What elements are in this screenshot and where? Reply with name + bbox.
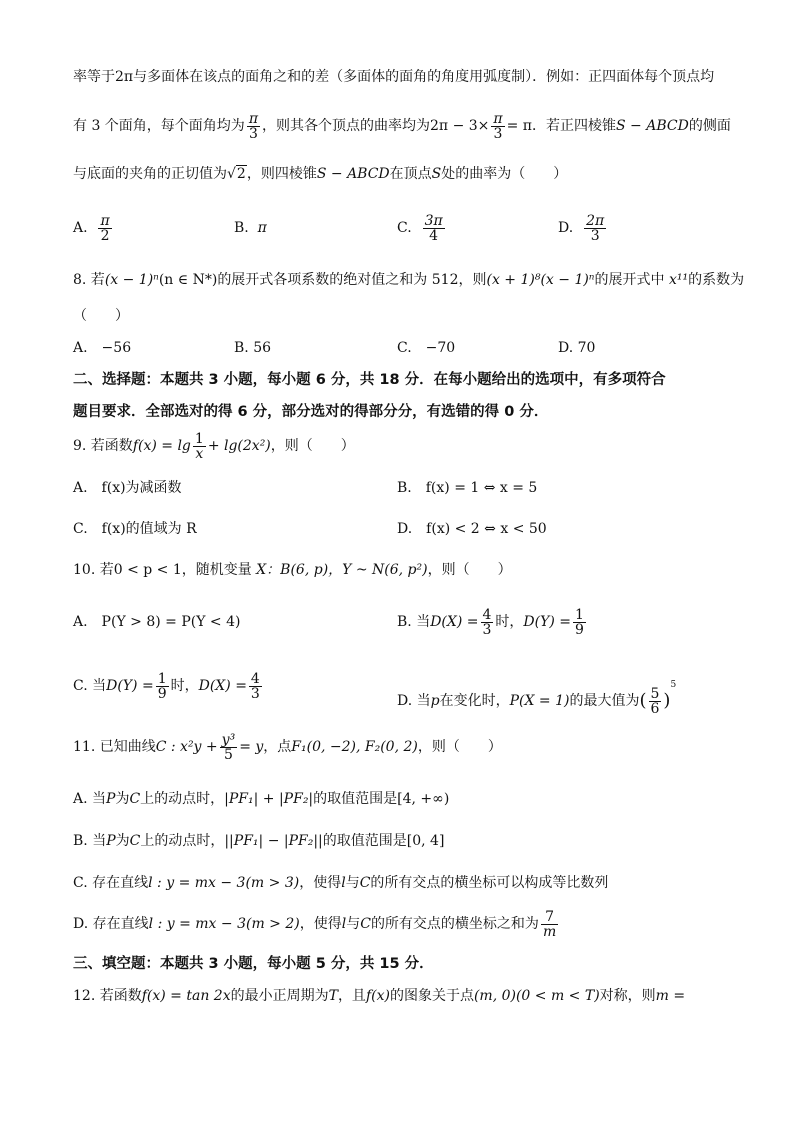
q10-option-b[interactable]: B. 当D(X) = $\frac{4}{3}$ 时，D(Y) = $\frac{1}{9}$ xyxy=(397,606,584,638)
q7-option-b[interactable]: B. π xyxy=(234,220,267,236)
q7-text-2a: 有 3 个面角，每个面角均为 xyxy=(73,118,245,134)
q10-option-a[interactable]: A. P(Y > 8) = P(Y < 4) xyxy=(73,614,241,630)
q12-stem: 12. 若函数f(x) = tan 2x的最小正周期为T，且f(x)的图象关于点(m, 0)(0 < m < T)对称，则m = xyxy=(73,988,686,1004)
q8-option-c[interactable]: C. −70 xyxy=(397,340,456,356)
sqrt-2: √2 xyxy=(227,166,246,182)
q7-line-3: 与底面的夹角的正切值为√2，则四棱锥S − ABCD在顶点S处的曲率为（ ） xyxy=(73,166,568,182)
q7-option-d[interactable]: D. $\frac{2\pi}{3}$ xyxy=(558,212,605,244)
q11-option-c[interactable]: C. 存在直线l : y = mx − 3(m > 3)，使得l与C的所有交点的横坐标可以构成等比数列 xyxy=(73,875,609,891)
q8-option-a[interactable]: A. −56 xyxy=(73,340,132,356)
q10-option-d[interactable]: D. 当p在变化时，P(X = 1)的最大值为( $\frac{5}{6}$ )$^5$ xyxy=(397,680,677,717)
q8-stem: 8. 若(x − 1)ⁿ(n ∈ N*)的展开式各项系数的绝对值之和为 512，则(x + 1)⁸(x − 1)ⁿ的展开式中 x¹¹的系数为 xyxy=(73,272,745,288)
fraction-pi-3b: $\frac{\pi}{3}$ xyxy=(493,110,503,142)
q9-option-d[interactable]: D. f(x) < 2 ⇔ x < 50 xyxy=(397,521,547,537)
q11-option-a[interactable]: A. 当P为C上的动点时，|PF₁| + |PF₂|的取值范围是[4, +∞) xyxy=(73,791,450,807)
q8-option-d[interactable]: D. 70 xyxy=(558,340,596,356)
q8-paren: （ ） xyxy=(73,308,129,324)
q9-option-b[interactable]: B. f(x) = 1 ⇔ x = 5 xyxy=(397,480,538,496)
q11-option-b[interactable]: B. 当P为C上的动点时，||PF₁| − |PF₂||的取值范围是[0, 4] xyxy=(73,833,445,849)
q7-text-2b: ，则其各个顶点的曲率均为2π − 3× xyxy=(262,118,490,134)
q9-option-a[interactable]: A. f(x)为减函数 xyxy=(73,480,182,496)
q9-option-c[interactable]: C. f(x)的值域为 R xyxy=(73,521,197,537)
section-2-heading-line-2: 题目要求．全部选对的得 6 分，部分选对的得部分分，有选错的得 0 分． xyxy=(73,404,549,420)
section-2-heading-line-1: 二、选择题：本题共 3 小题，每小题 6 分，共 18 分．在每小题给出的选项中，有多项符合 xyxy=(73,372,666,388)
q11-stem: 11. 已知曲线C : x²y + $\frac{\text{y³}}{5}$ = y，点F₁(0, −2), F₂(0, 2)，则（ ） xyxy=(73,731,502,763)
q7-line-1 xyxy=(73,67,714,87)
q10-stem: 10. 若0 < p < 1，随机变量 X：B(6, p)，Y ~ N(6, p²)，则（ ） xyxy=(73,562,512,578)
fraction-pi-3: $\frac{\pi}{3}$ xyxy=(248,110,259,142)
q11-option-d[interactable]: D. 存在直线l : y = mx − 3(m > 2)，使得l与C的所有交点的横坐标之和为 $\frac{7}{m}$ xyxy=(73,908,557,940)
q7-text-2c: = π．若正四棱锥 xyxy=(506,118,616,134)
q7-text-1: 率等于2π与多面体在该点的面角之和的差（多面体的面角的角度用弧度制）．例如：正四面体每个顶点均 xyxy=(73,69,715,85)
pyramid-name: S − ABCD xyxy=(616,118,689,134)
section-3-heading: 三、填空题：本题共 3 小题，每小题 5 分，共 15 分． xyxy=(73,956,434,972)
q9-stem: 9. 若函数f(x) = lg $\frac{1}{x}$ + lg(2x²)，则（ ） xyxy=(73,430,355,462)
q7-text-2d: 的侧面 xyxy=(688,118,731,134)
q7-line-2 xyxy=(73,108,731,144)
q7-option-c[interactable]: C. $\frac{3\pi}{4}$ xyxy=(397,212,443,244)
q8-option-b[interactable]: B. 56 xyxy=(234,340,272,356)
q10-option-c[interactable]: C. 当D(Y) = $\frac{1}{9}$ 时，D(X) = $\frac{4}{3}$ xyxy=(73,670,260,702)
q7-option-a[interactable]: A. $\frac{\pi}{2}$ xyxy=(73,212,110,244)
